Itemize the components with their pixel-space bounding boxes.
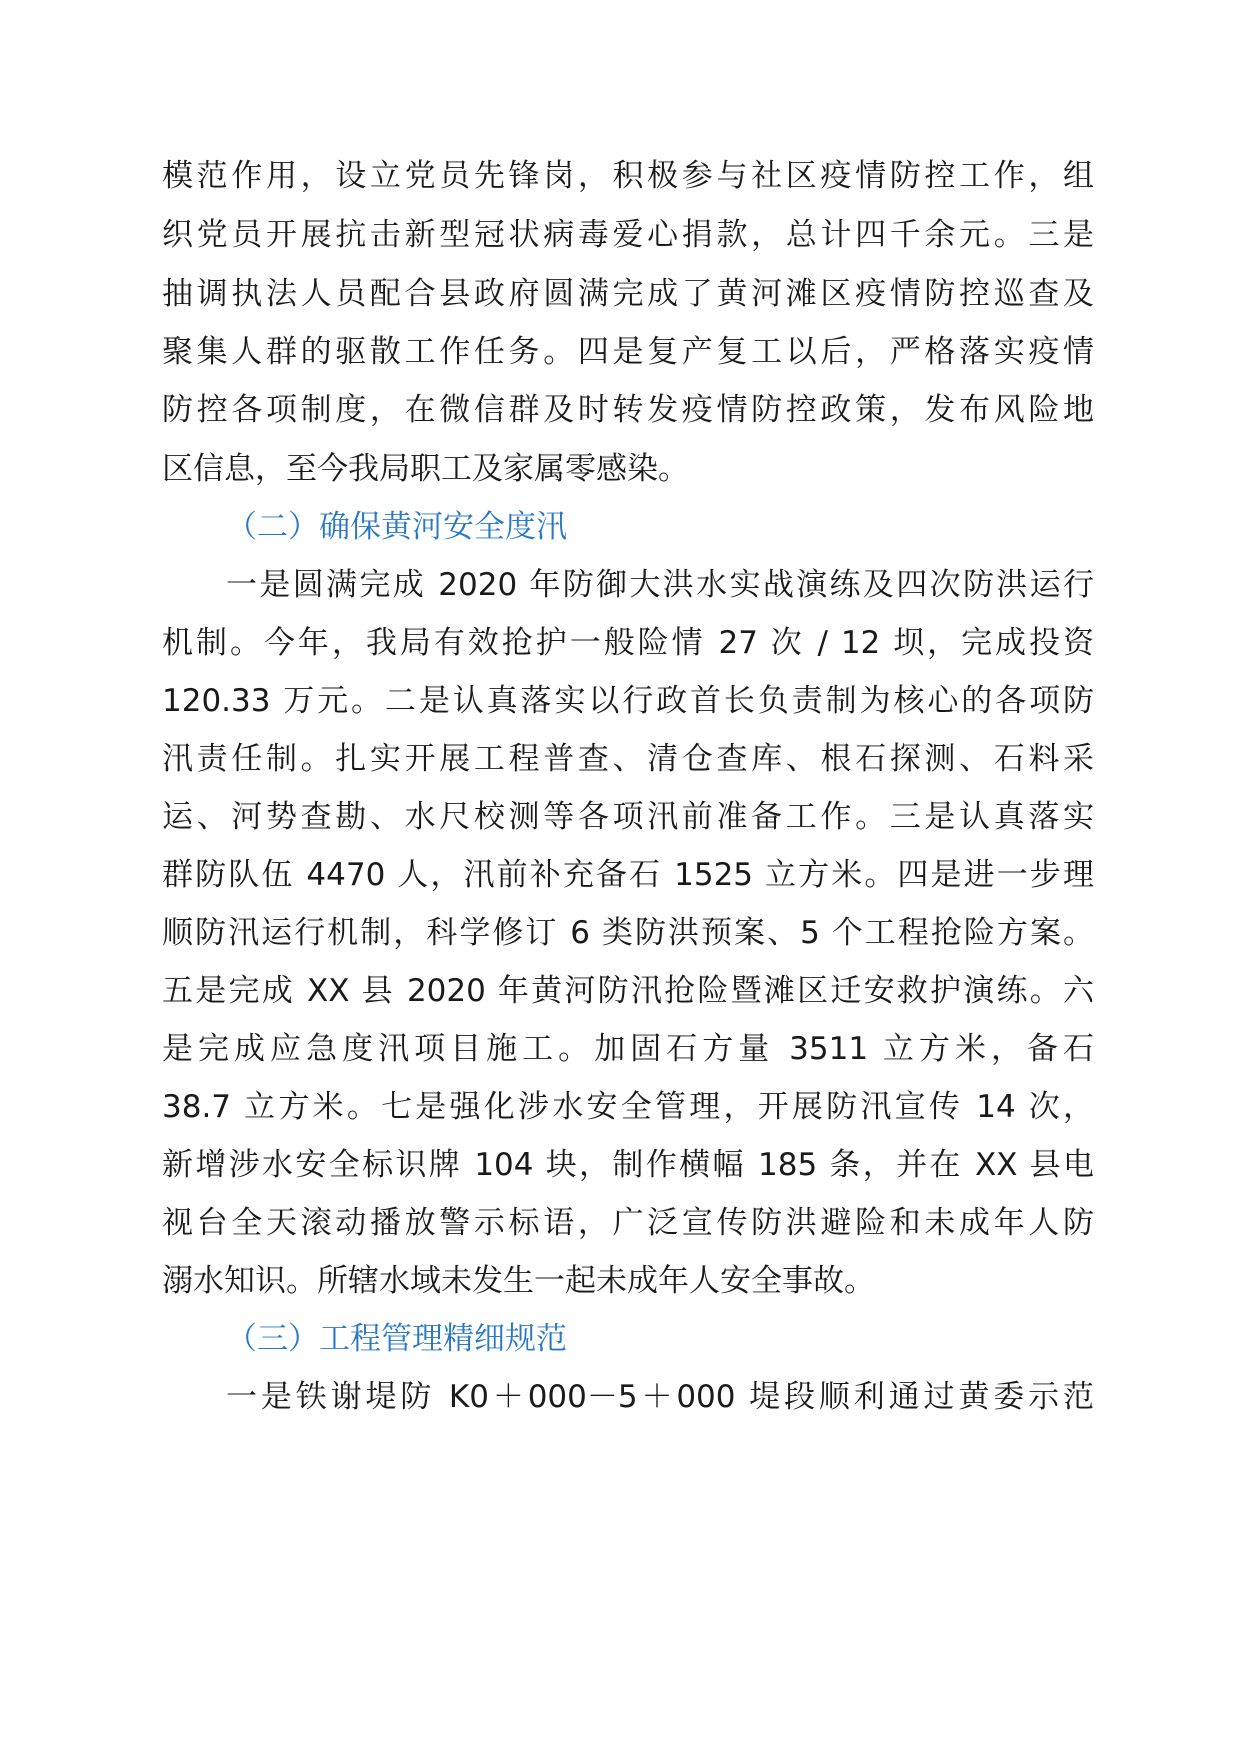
body-line: 新增涉水安全标识牌 104 块，制作横幅 185 条，并在 XX 县电 bbox=[162, 1147, 1094, 1183]
section-heading-3: （三）工程管理精细规范 bbox=[226, 1321, 567, 1357]
body-line: 区信息，至今我局职工及家属零感染。 bbox=[162, 451, 689, 487]
body-line: 抽调执法人员配合县政府圆满完成了黄河滩区疫情防控巡查及 bbox=[162, 276, 1094, 312]
body-line: 五是完成 XX 县 2020 年黄河防汛抢险暨滩区迁安救护演练。六 bbox=[162, 973, 1094, 1009]
body-line: 溺水知识。所辖水域未发生一起未成年人安全事故。 bbox=[162, 1263, 875, 1299]
body-line: 顺防汛运行机制，科学修订 6 类防洪预案、5 个工程抢险方案。 bbox=[162, 915, 1094, 951]
body-line: 防控各项制度，在微信群及时转发疫情防控政策，发布风险地 bbox=[162, 392, 1094, 428]
body-line: 一是铁谢堤防 K0＋000－5＋000 堤段顺利通过黄委示范 bbox=[226, 1379, 1094, 1415]
body-line: 运、河势查勘、水尺校测等各项汛前准备工作。三是认真落实 bbox=[162, 799, 1094, 835]
body-line: 是完成应急度汛项目施工。加固石方量 3511 立方米，备石 bbox=[162, 1031, 1094, 1067]
body-line: 织党员开展抗击新型冠状病毒爱心捐款，总计四千余元。三是 bbox=[162, 217, 1094, 253]
body-line: 模范作用，设立党员先锋岗，积极参与社区疫情防控工作，组 bbox=[162, 158, 1094, 194]
body-line: 汛责任制。扎实开展工程普查、清仓查库、根石探测、石料采 bbox=[162, 741, 1094, 777]
body-line: 视台全天滚动播放警示标语，广泛宣传防洪避险和未成年人防 bbox=[162, 1205, 1094, 1241]
body-line: 群防队伍 4470 人，汛前补充备石 1525 立方米。四是进一步理 bbox=[162, 857, 1094, 893]
body-line: 38.7 立方米。七是强化涉水安全管理，开展防汛宣传 14 次， bbox=[162, 1089, 1094, 1125]
body-line: 120.33 万元。二是认真落实以行政首长负责制为核心的各项防 bbox=[162, 683, 1094, 719]
body-line: 聚集人群的驱散工作任务。四是复产复工以后，严格落实疫情 bbox=[162, 334, 1094, 370]
body-line: 一是圆满完成 2020 年防御大洪水实战演练及四次防洪运行 bbox=[226, 567, 1094, 603]
section-heading-2: （二）确保黄河安全度汛 bbox=[226, 509, 567, 545]
body-line: 机制。今年，我局有效抢护一般险情 27 次 / 12 坝，完成投资 bbox=[162, 625, 1094, 661]
